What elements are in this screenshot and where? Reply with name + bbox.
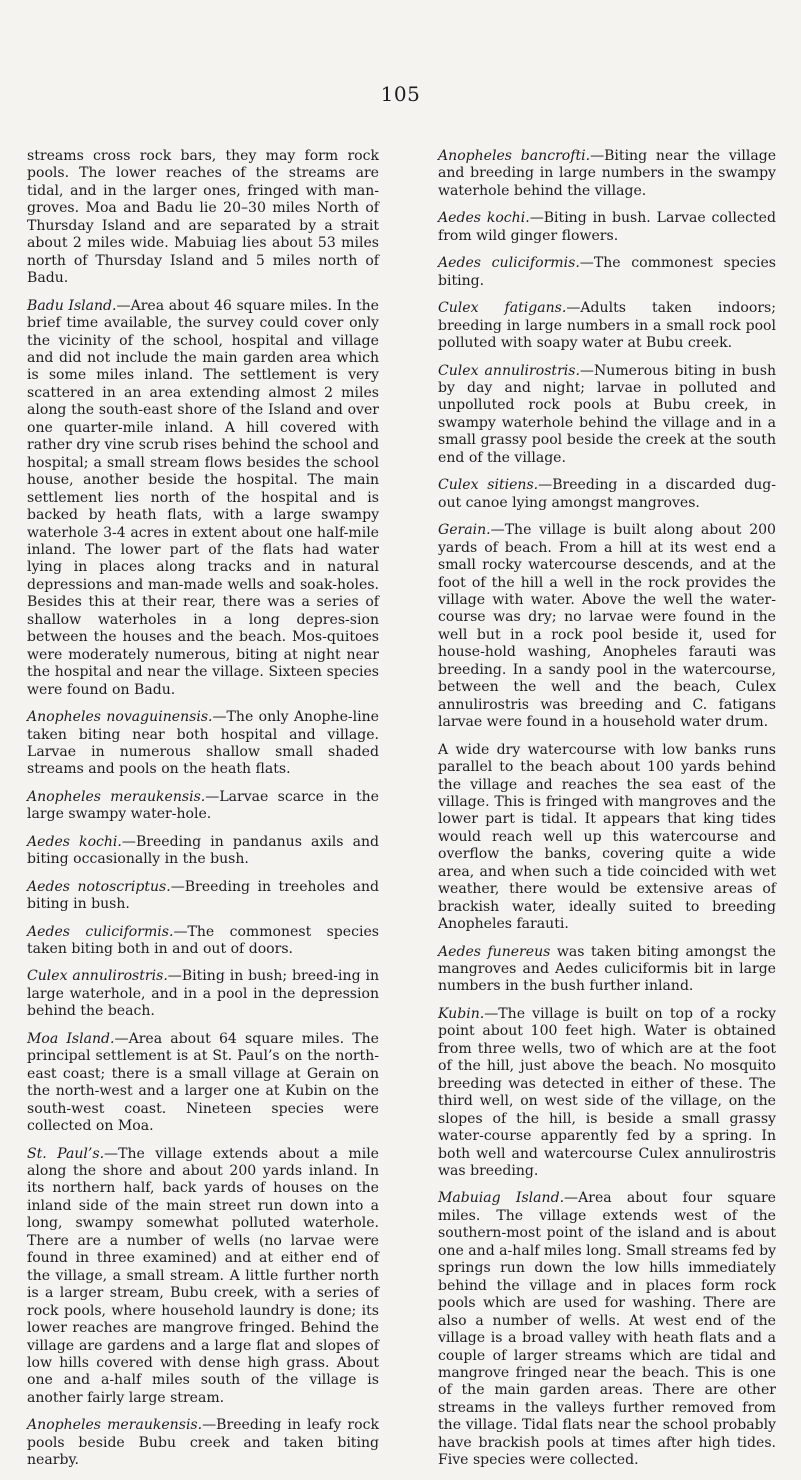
paragraph	[438, 148, 776, 200]
paragraph-text: —Breeding in leafy rock pools beside Bubu creek and taken biting nearby.	[27, 1417, 379, 1469]
paragraph	[27, 148, 379, 288]
paragraph-text: —Area about 64 square miles. The principal settlement is at St. Paul’s on the north-east coast; there is a small village at Gerain on the north-west and a larger one at Kubin on the south-west coast. Nineteen species were collected on Moa.	[27, 1030, 379, 1135]
paragraph-heading: Kubin.	[438, 1005, 485, 1022]
paragraph-heading: Anopheles bancrofti.	[438, 148, 591, 164]
paragraph	[27, 789, 379, 824]
paragraph-heading: Aedes notoscriptus.	[27, 878, 171, 895]
left-column	[27, 148, 379, 1480]
paragraph	[438, 944, 776, 996]
paragraph-text: —Breeding in treeholes and biting in bush.	[27, 878, 379, 913]
paragraph-text: —Biting in bush. Larvae collected from wild ginger flowers.	[438, 210, 776, 244]
paragraph-text: —The commonest species biting.	[438, 255, 776, 289]
paragraph-text: —The only Anophe-line taken biting near both hospital and village. Larvae in numerous shallow small shaded streams and pools on the heath flats.	[27, 709, 379, 778]
paragraph	[27, 709, 379, 779]
paragraph-text: —Larvae scarce in the large swampy water-hole.	[27, 788, 379, 823]
paragraph	[27, 1417, 379, 1469]
paragraph-heading: Aedes kochi.	[438, 210, 530, 227]
paragraph-text: A wide dry watercourse with low banks runs parallel to the beach about 100 yards behind the village and reaches the sea east of the village. This is fringed with mangroves and the lower part is tidal. It appears that king tides would reach well up this watercourse and overflow the banks, covering quite a wide area, and when such a tide coincided with wet weather, there would be extensive areas of brackish water, ideally suited to breeding Anopheles farauti.	[438, 741, 776, 933]
paragraph-text: —The village extends about a mile along the shore and about 200 yards inland. In its northern half, back yards of houses on the inland side of the main street run down into a long, swampy somewhat polluted waterhole. There are a number of wells (no larvae were found in three examined) and at either end of the village, a small stream. A little further north is a larger stream, Bubu creek, with a series of rock pools, where household laundry is done; its lower reaches are mangrove fringed. Behind the village are gardens and a large flat and slopes of low hills covered with dense high grass. About one and a-half miles south of the village is another fairly large stream.	[27, 1145, 379, 1406]
paragraph-text: —Adults taken indoors; breeding in large numbers in a small rock pool polluted with soapy water at Bubu creek.	[438, 300, 776, 352]
paragraph	[27, 879, 379, 914]
paragraph-heading: Aedes funereus	[438, 943, 551, 960]
paragraph	[438, 742, 776, 934]
paragraph	[438, 255, 776, 290]
paragraph	[27, 1146, 379, 1408]
paragraph-heading: Anopheles meraukensis.	[27, 788, 206, 805]
paragraph-text: —Numerous biting in bush by day and night; larvae in polluted and unpolluted rock pools at Bubu creek, in swampy waterhole behind the village and in a small grassy pool beside the creek at the south end of the village.	[438, 362, 776, 466]
paragraph-heading: Mabuiag Island.	[438, 1190, 565, 1207]
paragraph-heading: Culex annulirostris.	[438, 362, 580, 379]
paragraph-heading: Moa Island.	[27, 1030, 115, 1047]
paragraph-heading: Culex annulirostris.	[27, 968, 168, 985]
paragraph-text: —Area about four square miles. The village extends west of the southern-most point of the island and is about one and a-half miles long. Small streams fed by springs run down the low hills immediately behind the village and in places form rock pools which are used for washing. There are also a number of wells. At west end of the village is a broad valley with heath flats and a couple of larger streams which are tidal and mangrove fringed near the beach. This is one of the main garden areas. There are other streams in the valleys further removed from the village. Tidal flats near the school probably have brackish pools at times after high tides. Five species were collected.	[438, 1190, 776, 1469]
paragraph	[438, 522, 776, 731]
paragraph	[438, 477, 776, 512]
paragraph	[438, 1006, 776, 1181]
paragraph	[27, 1031, 379, 1136]
paragraph-heading: Anopheles novaguinensis.	[27, 709, 213, 726]
paragraph-heading: Culex fatigans.	[438, 300, 567, 317]
paragraph-text: —The village is built on top of a rocky point about 100 feet high. Water is obtained from three wells, two of which are at the foot of the hill, just above the beach. No mosquito breeding was detected in either of these. The third well, on west side of the village, on the slopes of the hill, is beside a small grassy water-course apparently fed by a spring. In both well and watercourse Culex annulirostris was breeding.	[438, 1005, 776, 1180]
paragraph	[27, 834, 379, 869]
paragraph-heading: Aedes kochi.	[27, 833, 122, 850]
paragraph-heading: Anopheles meraukensis.	[27, 1417, 203, 1434]
paragraph-heading: Culex sitiens.	[438, 477, 539, 494]
paragraph-heading: Aedes culiciformis.	[27, 923, 174, 940]
paragraph-text: streams cross rock bars, they may form rock pools. The lower reaches of the streams are tidal, and in the larger ones, fringed with man-groves. Moa and Badu lie 20–30 miles North of Thursday Island and are separated by a strait about 2 miles wide. Mabuiag lies about 53 miles north of Thursday Island and 5 miles north of Badu.	[27, 148, 379, 287]
paragraph	[438, 1190, 776, 1469]
paragraph	[27, 924, 379, 959]
paragraph	[438, 300, 776, 352]
paragraph-text: —The village is built along about 200 yards of beach. From a hill at its west end a small rocky watercourse descends, and at the foot of the hill a well in the rock provides the village with water. Above the well the water-course was dry; no larvae were found in the well but in a rock pool beside it, used for house-hold washing, Anopheles farauti was breeding. In a sandy pool in the watercourse, between the well and the beach, Culex annulirostris was breeding and C. fatigans larvae were found in a household water drum.	[438, 522, 776, 731]
right-column	[438, 148, 776, 1480]
paragraph	[27, 298, 379, 699]
paragraph-text: —The commonest species taken biting both in and out of doors.	[27, 923, 379, 958]
paragraph	[438, 363, 776, 468]
paragraph-text: —Area about 46 square miles. In the brief time available, the survey could cover only the vicinity of the school, hospital and village and did not include the main garden area which is some miles inland. The settlement is very scattered in an area extending almost 2 miles along the south-east shore of the Island and over one quarter-mile inland. A hill covered with rather dry vine scrub rises behind the school and hospital; a small stream flows besides the school house, another beside the hospital. The main settlement lies north of the hospital and is backed by heath flats, with a large swampy waterhole 3-4 acres in extent about one half-mile inland. The lower part of the flats had water lying in places along tracks and in natural depressions and man-made wells and soak-holes. Besides this at their rear, there was a series of shallow waterholes in a long depres-sion between the houses and the beach. Mos-quitoes were moderately numerous, biting at night near the hospital and near the village. Sixteen species were found on Badu.	[27, 297, 379, 698]
paragraph-text: —Breeding in a discarded dug-out canoe lying amongst mangroves.	[438, 477, 776, 511]
paragraph-heading: Gerain.	[438, 522, 491, 539]
paragraph-text: —Biting in bush; breed-ing in large waterhole, and in a pool in the depression behind the beach.	[27, 968, 379, 1020]
page-number: 105	[380, 82, 421, 106]
paragraph-text: was taken biting amongst the mangroves and Aedes culiciformis bit in large numbers in the bush further inland.	[438, 943, 776, 995]
paragraph-heading: Badu Island.	[27, 297, 117, 314]
paragraph-heading: St. Paul’s.	[27, 1145, 105, 1162]
paragraph-text: —Biting near the village and breeding in large numbers in the swampy waterhole behind the village.	[438, 148, 777, 199]
paragraph	[438, 210, 776, 245]
paragraph	[27, 968, 379, 1020]
paragraph-heading: Aedes culiciformis.	[438, 255, 580, 272]
paragraph-text: —Breeding in pandanus axils and biting occasionally in the bush.	[27, 833, 379, 868]
